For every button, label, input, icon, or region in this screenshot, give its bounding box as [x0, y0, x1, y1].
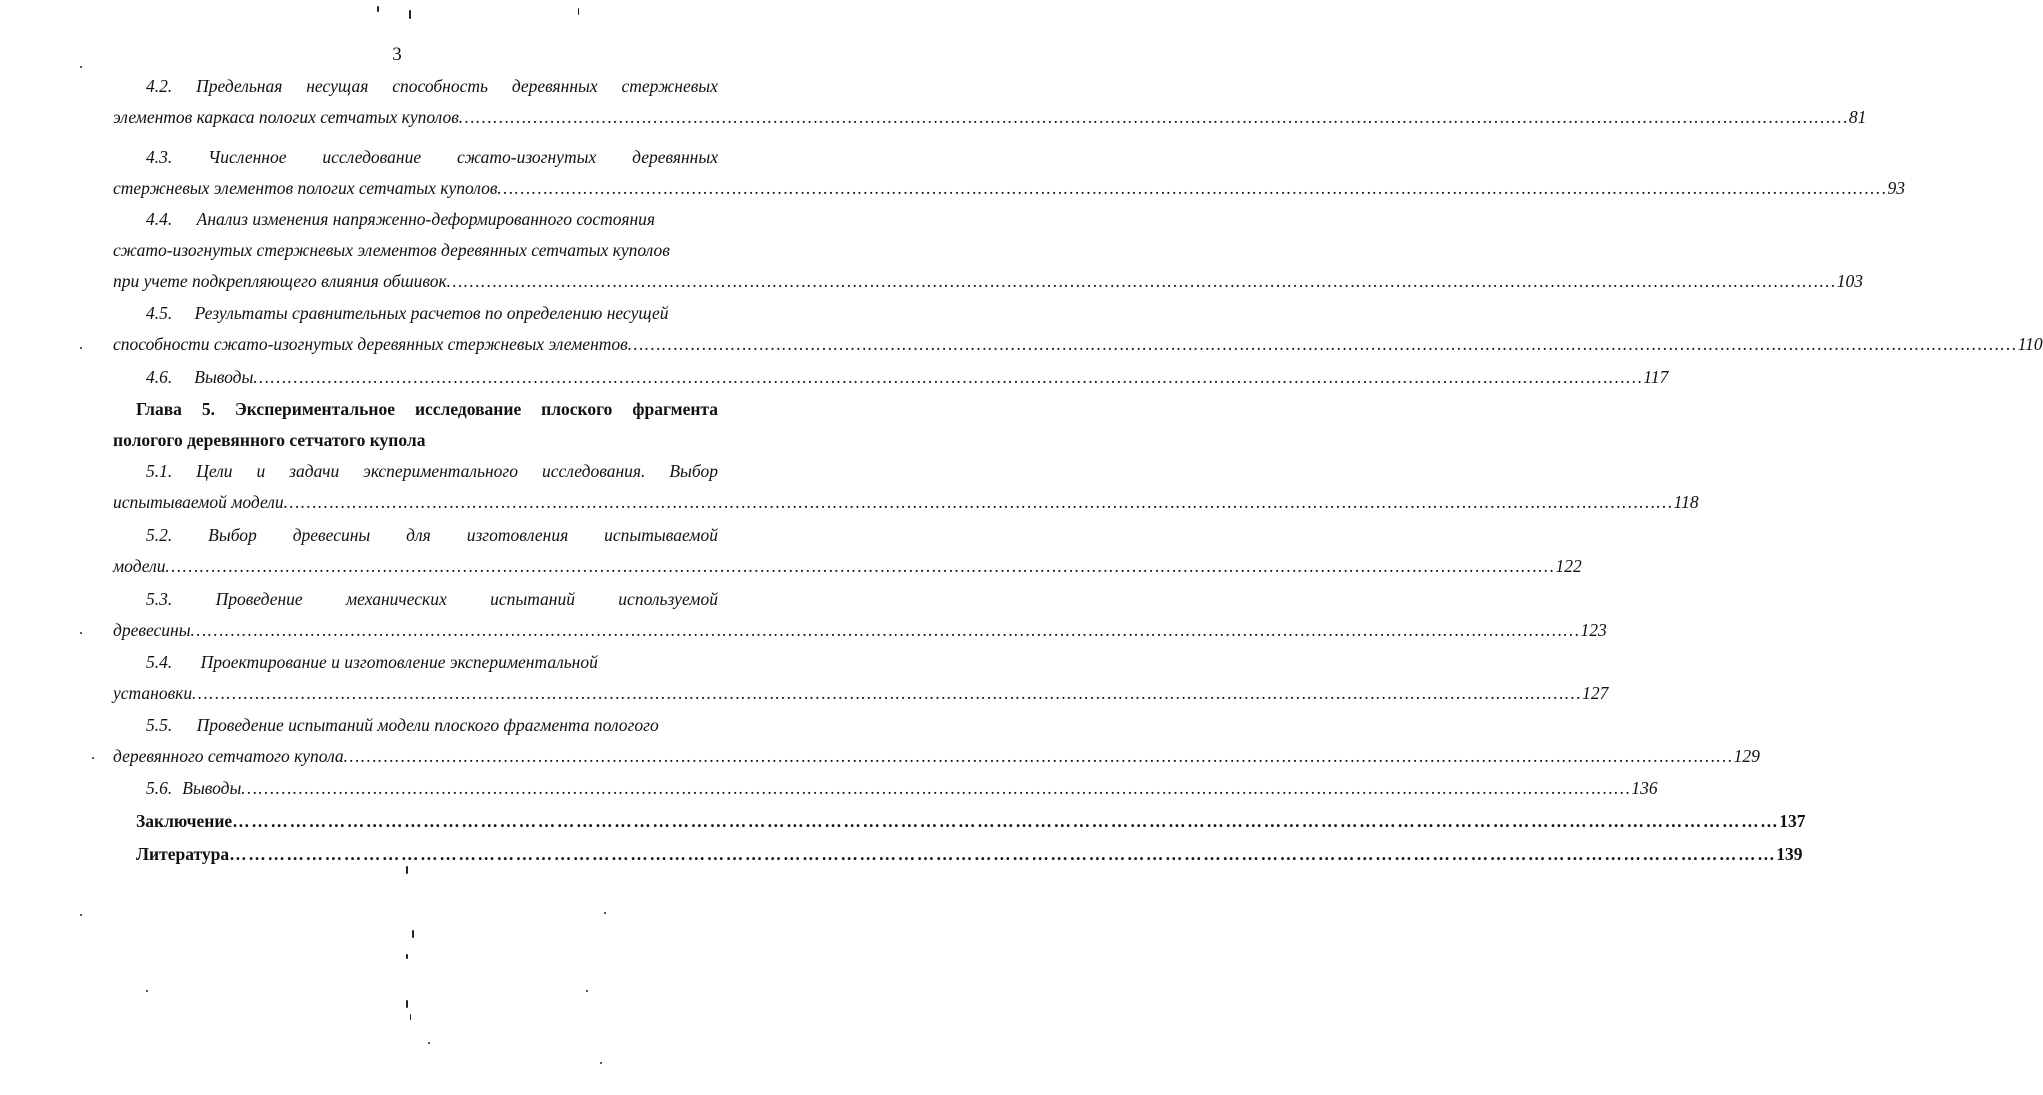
toc-entry-4-3-line-2: стержневых элементов пологих сетчатых куполов ……………………………………………………………………………………………………………………………………………………………………………………………………………………… 93: [113, 178, 1905, 198]
toc-entry-5-3-line-2: древесины ……………………………………………………………………………………………………………………………………………………………………………………………………………………… 123: [113, 620, 1607, 640]
leader-dots: ………………………………………………………………………………………………………………………………………………………………………………………………………………………: [232, 811, 1780, 831]
leader-dots: ………………………………………………………………………………………………………………………………………………………………………………………………………………………: [446, 271, 1837, 291]
toc-entry-4-4-line-2: сжато-изогнутых стержневых элементов деревянных сетчатых куполов: [113, 240, 670, 260]
leader-dots: ………………………………………………………………………………………………………………………………………………………………………………………………………………………: [283, 492, 1674, 512]
scan-speck: [406, 1000, 408, 1008]
leader-dots: ………………………………………………………………………………………………………………………………………………………………………………………………………………………: [497, 178, 1888, 198]
leader-dots: ………………………………………………………………………………………………………………………………………………………………………………………………………………………: [241, 778, 1632, 798]
leader-dots: ………………………………………………………………………………………………………………………………………………………………………………………………………………………: [458, 107, 1849, 127]
page-ref: 110: [2017, 334, 2043, 354]
entry-number: 5.6.: [146, 778, 173, 798]
entry-number: 4.4.: [146, 209, 173, 229]
entry-number: 4.2.: [146, 76, 173, 96]
page-ref: 137: [1779, 811, 1806, 831]
page-ref: 127: [1582, 683, 1609, 703]
toc-entry-4-4-line-1: 4.4. Анализ изменения напряженно-деформированного состояния: [146, 209, 656, 229]
toc-entry-5-2-line-2: модели ……………………………………………………………………………………………………………………………………………………………………………………………………………………… 122: [113, 556, 1582, 576]
page-ref: 103: [1836, 271, 1863, 291]
page-ref: 118: [1673, 492, 1699, 512]
scan-speck: [92, 757, 94, 759]
toc-entry-4-2-line-2: элементов каркаса пологих сетчатых куполов ……………………………………………………………………………………………………………………………………………………………………………………………………………………… 81: [113, 107, 1867, 127]
entry-number: 4.6.: [146, 367, 173, 387]
toc-entry-4-2-line-1: 4.2. Предельная несущая способность деревянных стержневых: [146, 76, 718, 96]
page-ref: 129: [1733, 746, 1760, 766]
chapter-5-heading-line-1: Глава 5. Экспериментальное исследование плоского фрагмента: [136, 399, 718, 419]
toc-entry-5-4-line-1: 5.4. Проектирование и изготовление экспериментальной: [146, 652, 598, 672]
scan-speck: [586, 990, 588, 992]
toc-entry-5-4-line-2: установки ……………………………………………………………………………………………………………………………………………………………………………………………………………………… 127: [113, 683, 1609, 703]
toc-entry-4-4-line-3: при учете подкрепляющего влияния обшивок ……………………………………………………………………………………………………………………………………………………………………………………………………………………… 103: [113, 271, 1863, 291]
scan-speck: [80, 66, 82, 68]
chapter-5-heading-line-2: пологого деревянного сетчатого купола: [113, 430, 426, 450]
toc-entry-5-6: 5.6. Выводы ……………………………………………………………………………………………………………………………………………………………………………………………………………………… 136: [146, 778, 1658, 798]
page-ref: 122: [1555, 556, 1582, 576]
scan-speck: [146, 990, 148, 992]
entry-number: 4.3.: [146, 147, 173, 167]
scan-speck: [80, 347, 82, 349]
page-ref: 139: [1776, 844, 1803, 864]
scan-speck: [428, 1042, 430, 1044]
scan-speck: [80, 914, 82, 916]
page-ref: 117: [1643, 367, 1669, 387]
leader-dots: ………………………………………………………………………………………………………………………………………………………………………………………………………………………: [165, 556, 1556, 576]
scan-speck: [409, 10, 411, 19]
page-ref: 93: [1887, 178, 1905, 198]
scan-speck: [80, 632, 82, 634]
scan-speck: [604, 912, 606, 914]
toc-entry-5-5-line-1: 5.5. Проведение испытаний модели плоского фрагмента пологого: [146, 715, 659, 735]
toc-entry-literature: Литература ……………………………………………………………………………………………………………………………………………………………………………………………………………………… 139: [136, 844, 1803, 864]
entry-number: 5.2.: [146, 525, 173, 545]
toc-entry-5-1-line-1: 5.1. Цели и задачи экспериментального исследования. Выбор: [146, 461, 718, 481]
entry-number: 5.3.: [146, 589, 173, 609]
scan-speck: [377, 6, 379, 12]
toc-entry-5-2-line-1: 5.2. Выбор древесины для изготовления испытываемой: [146, 525, 718, 545]
entry-number: 5.5.: [146, 715, 173, 735]
toc-entry-4-3-line-1: 4.3. Численное исследование сжато-изогнутых деревянных: [146, 147, 718, 167]
leader-dots: ………………………………………………………………………………………………………………………………………………………………………………………………………………………: [253, 367, 1644, 387]
toc-entry-5-1-line-2: испытываемой модели ……………………………………………………………………………………………………………………………………………………………………………………………………………………… 118: [113, 492, 1699, 512]
scan-speck: [406, 954, 408, 959]
entry-number: 5.1.: [146, 461, 173, 481]
leader-dots: ………………………………………………………………………………………………………………………………………………………………………………………………………………………: [192, 683, 1583, 703]
scan-speck: [600, 1062, 602, 1064]
toc-entry-4-5-line-1: 4.5. Результаты сравнительных расчетов по определению несущей: [146, 303, 669, 323]
scan-speck: [410, 1014, 411, 1020]
page-number: 3: [392, 44, 402, 65]
scan-speck: [412, 930, 414, 938]
leader-dots: ………………………………………………………………………………………………………………………………………………………………………………………………………………………: [343, 746, 1734, 766]
entry-number: 4.5.: [146, 303, 173, 323]
leader-dots: ………………………………………………………………………………………………………………………………………………………………………………………………………………………: [190, 620, 1581, 640]
toc-entry-5-5-line-2: деревянного сетчатого купола ……………………………………………………………………………………………………………………………………………………………………………………………………………………… 129: [113, 746, 1760, 766]
scan-speck: [578, 8, 579, 15]
entry-number: 5.4.: [146, 652, 173, 672]
leader-dots: ………………………………………………………………………………………………………………………………………………………………………………………………………………………: [627, 334, 2018, 354]
toc-entry-conclusion: Заключение ……………………………………………………………………………………………………………………………………………………………………………………………………………………… 137: [136, 811, 1806, 831]
toc-entry-5-3-line-1: 5.3. Проведение механических испытаний используемой: [146, 589, 718, 609]
scan-speck: [406, 866, 408, 874]
page-ref: 123: [1580, 620, 1607, 640]
leader-dots: ………………………………………………………………………………………………………………………………………………………………………………………………………………………: [229, 844, 1777, 864]
toc-entry-4-6: 4.6. Выводы ……………………………………………………………………………………………………………………………………………………………………………………………………………………… 117: [146, 367, 1669, 387]
toc-entry-4-5-line-2: способности сжато-изогнутых деревянных стержневых элементов ……………………………………………………………………………………………………………………………………………………………………………………………………………………… 110: [113, 334, 2043, 354]
page-ref: 136: [1631, 778, 1658, 798]
page-ref: 81: [1848, 107, 1867, 127]
